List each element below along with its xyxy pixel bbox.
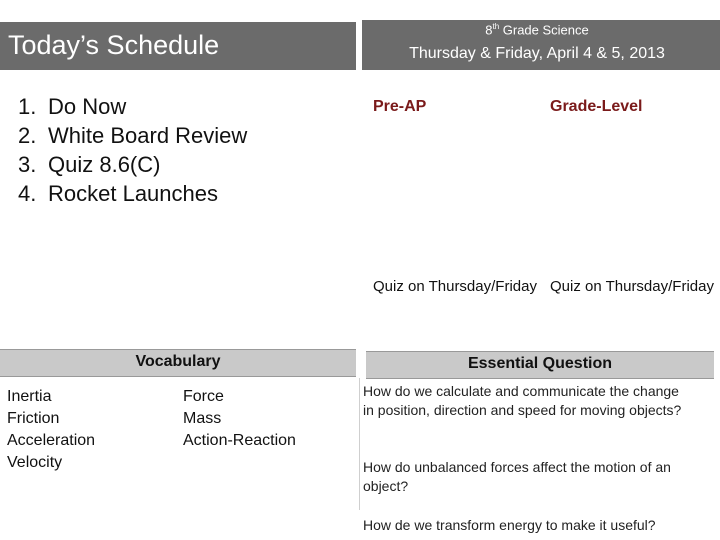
date-label: Thursday & Friday, April 4 & 5, 2013 xyxy=(409,45,665,62)
schedule-label: Do Now xyxy=(48,94,127,119)
grade-suffix: th xyxy=(492,22,500,31)
schedule-number: 3. xyxy=(18,152,37,177)
vocabulary-term: Acceleration xyxy=(7,432,96,449)
schedule-number: 1. xyxy=(18,94,37,119)
schedule-label: Quiz 8.6(C) xyxy=(48,152,161,177)
schedule-number: 4. xyxy=(18,181,37,206)
essential-question-1: How do we calculate and communicate the change in position, direction and speed for moving objects? xyxy=(363,383,682,418)
schedule-item xyxy=(18,152,160,178)
grade-level-note: Quiz on Thursday/Friday xyxy=(550,278,714,295)
course-label xyxy=(362,22,712,37)
vocabulary-title: Vocabulary xyxy=(135,353,221,370)
vocabulary-term: Friction xyxy=(7,410,60,427)
schedule-label: Rocket Launches xyxy=(48,181,218,206)
schedule-item xyxy=(18,94,126,120)
essential-question-2: How do unbalanced forces affect the motion of an object? xyxy=(363,459,671,494)
vocabulary-term: Mass xyxy=(183,410,222,427)
essential-question-divider xyxy=(359,378,360,510)
vocabulary-list-right xyxy=(183,386,296,452)
essential-question-title: Essential Question xyxy=(467,355,613,372)
schedule-label: White Board Review xyxy=(48,123,248,148)
vocabulary-list-left xyxy=(7,386,95,474)
schedule-item xyxy=(18,181,218,207)
preap-note: Quiz on Thursday/Friday xyxy=(373,278,537,295)
grade-number: 8 xyxy=(485,22,493,38)
vocabulary-term: Force xyxy=(183,388,224,405)
grade-level-heading: Grade-Level xyxy=(550,98,643,115)
vocabulary-term: Inertia xyxy=(7,388,52,405)
grade-rest: Grade Science xyxy=(499,22,589,38)
vocabulary-term: Action-Reaction xyxy=(183,432,296,449)
preap-heading: Pre-AP xyxy=(373,98,427,115)
schedule-item xyxy=(18,123,247,149)
schedule-number: 2. xyxy=(18,123,37,148)
vocabulary-term: Velocity xyxy=(7,454,63,471)
page-title: Today’s Schedule xyxy=(8,30,220,60)
essential-question-3: How de we transform energy to make it useful? xyxy=(363,517,656,533)
